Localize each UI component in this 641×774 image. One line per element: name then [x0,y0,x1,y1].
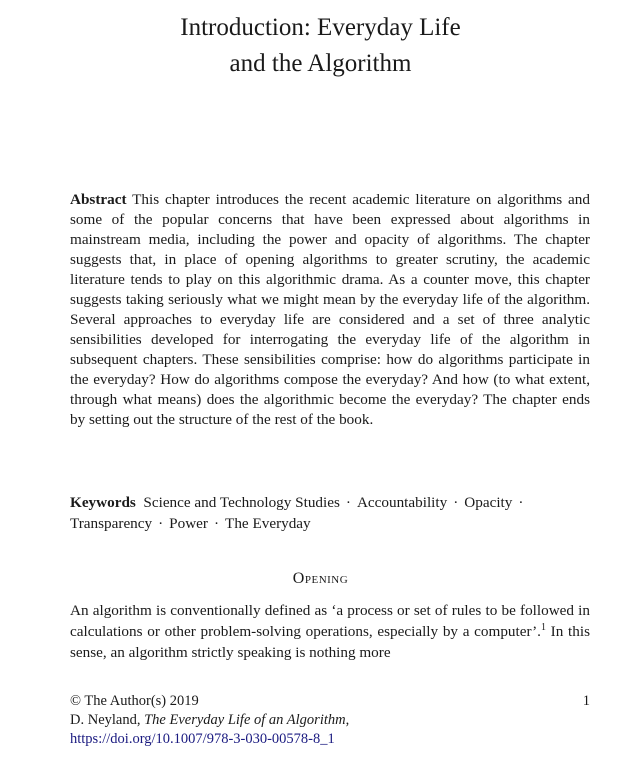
citation-suffix: , [345,712,350,728]
citation-line [70,711,590,730]
chapter-title-line1: Introduction: Everyday Life [180,14,461,41]
keyword-item: Opacity [464,494,513,511]
keyword-item: Transparency [70,515,153,532]
citation-author: D. Neyland, [70,712,145,728]
page-footer [70,692,590,749]
body-text-part2: In this sense, an algorithm strictly speaking is nothing more [70,623,590,661]
keyword-item: The Everyday [225,515,311,532]
keyword-separator: · [213,515,220,532]
doi-link[interactable]: https://doi.org/10.1007/978-3-030-00578-8_1 [70,731,335,747]
keyword-item: Power [169,515,208,532]
chapter-title-line2: and the Algorithm [229,50,412,77]
keywords-label: Keywords [70,494,136,511]
keyword-separator: · [518,494,524,511]
keyword-separator: · [158,515,164,532]
body-text-part1: An algorithm is conventionally defined as ‘a process or set of rules to be followed in calculations or other problem-solving operations, especially by a computer’. [70,602,590,640]
keywords [70,492,590,534]
book-title: The Everyday Life of an Algorithm [144,712,346,728]
keyword-item: Accountability [356,494,448,511]
page-number: 1 [582,693,590,709]
keyword-separator: · [453,494,459,511]
abstract-text: This chapter introduces the recent academic literature on algorithms and some of the popular concerns that have been expressed about algorithms in mainstream media, including the power and opacity of algorithms. The chapter suggests that, in place of opening algorithms to greater scrutiny, the academic literature tends to play on this algorithmic drama. As a counter move, this chapter suggests taking seriously what we might mean by the everyday life of the algorithm. Several approaches to everyday life are considered and a set of three analytic sensibilities developed for interrogating the everyday life of the algorithm in subsequent chapters. These sensibilities comprise: how do algorithms participate in the everyday? How do algorithms compose the everyday? And how (to what extent, through what means) does the algorithmic become the everyday? The chapter ends by setting out the structure of the rest of the book. [70,191,590,428]
copyright-line: © The Author(s) 2019 [70,693,199,709]
chapter-title [0,10,641,82]
footnote-ref[interactable]: 1 [540,621,546,633]
keyword-item: Science and Technology Studies [143,494,340,511]
section-heading: Opening [292,570,349,587]
keyword-separator: · [345,494,351,511]
body-paragraph [70,600,590,663]
abstract-label: Abstract [70,191,127,208]
abstract [70,190,590,430]
